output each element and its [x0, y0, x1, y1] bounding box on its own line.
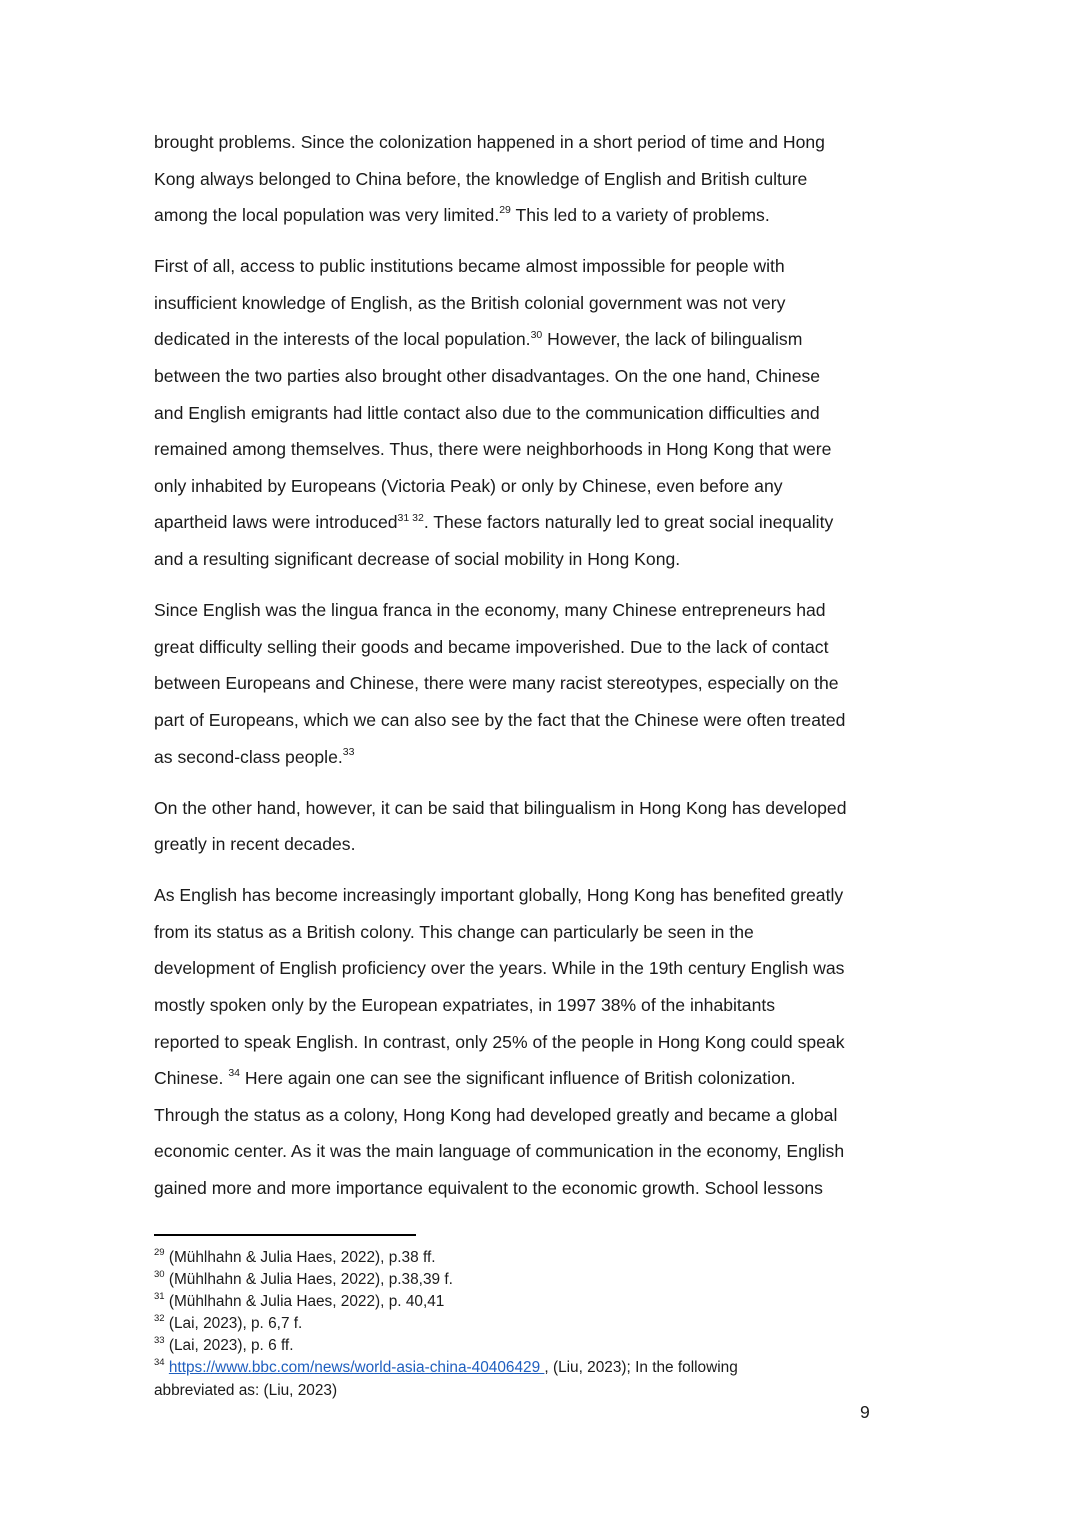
body-text: [154, 124, 880, 1221]
footnote-33: $^{33}$ (Lai, 2023), p. 6 ff.: [154, 1335, 294, 1355]
footnote-separator: [154, 1234, 416, 1236]
footnote-34-continuation: abbreviated as: (Liu, 2023): [154, 1381, 338, 1399]
footnote-ref-34: 34: [228, 1067, 241, 1080]
paragraph: [154, 248, 880, 577]
text-line: Since English was the lingua franca in the economy, many Chinese entrepreneurs had: [154, 600, 826, 621]
text-line: part of Europeans, which we can also see by the fact that the Chinese were often treated: [154, 709, 846, 730]
text-line: and English emigrants had little contact also due to the communication difficulties and: [154, 402, 820, 423]
footnote-ref-30: 30: [530, 328, 543, 341]
paragraph: [154, 124, 880, 234]
page-number: 9: [860, 1402, 870, 1422]
footnote-30: $^{30}$ (Mühlhahn & Julia Haes, 2022), p.38,39 f.: [154, 1268, 453, 1289]
text-line: among the local population was very limited.$^{29}$ This led to a variety of problems.: [154, 204, 770, 226]
footnote-31: $^{31}$ (Mühlhahn & Julia Haes, 2022), p. 40,41: [154, 1291, 445, 1311]
text-line: brought problems. Since the colonization happened in a short period of time and Hong: [154, 132, 825, 152]
text-line: economic center. As it was the main language of communication in the economy, English: [154, 1141, 845, 1162]
text-line: As English has become increasingly important globally, Hong Kong has benefited greatly: [154, 885, 844, 906]
footnotes: [154, 1247, 874, 1402]
text-line: between the two parties also brought other disadvantages. On the one hand, Chinese: [154, 366, 821, 387]
footnote-34: $^{34}$ https://www.bbc.com/news/world-asia-china-40406429 , (Liu, 2023); In the following abbreviated as: (Liu, 2023): [154, 1357, 738, 1399]
footnote-ref-33: 33: [342, 745, 355, 758]
footnote-32: $^{32}$ (Lai, 2023), p. 6,7 f.: [154, 1313, 303, 1333]
paragraph: [154, 790, 880, 863]
text-line: reported to speak English. In contrast, only 25% of the people in Hong Kong could speak: [154, 1031, 845, 1052]
text-line: from its status as a British colony. This change can particularly be seen in the: [154, 921, 754, 942]
text-line: as second-class people.$^{33}$: [154, 745, 355, 767]
text-line: only inhabited by Europeans (Victoria Peak) or only by Chinese, even before any: [154, 475, 783, 496]
text-line: and a resulting significant decrease of social mobility in Hong Kong.: [154, 549, 681, 570]
footnote-29: $^{29}$ (Mühlhahn & Julia Haes, 2022), p.38 ff.: [154, 1246, 436, 1266]
text-line: gained more and more importance equivalent to the economic growth. School lessons: [154, 1178, 823, 1199]
footnote-ref-31-32: 31 32: [397, 511, 424, 524]
text-line: On the other hand, however, it can be said that bilingualism in Hong Kong has developed: [154, 797, 847, 818]
text-line: great difficulty selling their goods and became impoverished. Due to the lack of contact: [154, 636, 829, 657]
text-line: dedicated in the interests of the local population.$^{30}$ However, the lack of bilingualism: [154, 328, 803, 350]
text-line: remained among themselves. Thus, there were neighborhoods in Hong Kong that were: [154, 439, 832, 460]
text-line: First of all, access to public institutions became almost impossible for people with: [154, 256, 785, 277]
text-line: between Europeans and Chinese, there were many racist stereotypes, especially on the: [154, 673, 839, 694]
text-line: greatly in recent decades.: [154, 834, 356, 855]
paragraph: [154, 592, 880, 775]
text-line: Through the status as a colony, Hong Kong had developed greatly and became a global: [154, 1104, 838, 1125]
footnote-ref-29: 29: [499, 204, 511, 217]
text-line: Chinese. $^{34}$ Here again one can see the significant influence of British colonization.: [154, 1067, 796, 1089]
text-line: Kong always belonged to China before, the knowledge of English and British culture: [154, 168, 808, 189]
paragraph: [154, 877, 880, 1206]
text-line: mostly spoken only by the European expatriates, in 1997 38% of the inhabitants: [154, 995, 776, 1016]
text-line: apartheid laws were introduced$^{31 32}$. These factors naturally led to great social inequality: [154, 511, 834, 533]
bbc-link[interactable]: https://www.bbc.com/news/world-asia-china-40406429: [168, 1359, 545, 1377]
text-line: development of English proficiency over the years. While in the 19th century English was: [154, 958, 845, 979]
text-line: insufficient knowledge of English, as the British colonial government was not very: [154, 292, 786, 313]
